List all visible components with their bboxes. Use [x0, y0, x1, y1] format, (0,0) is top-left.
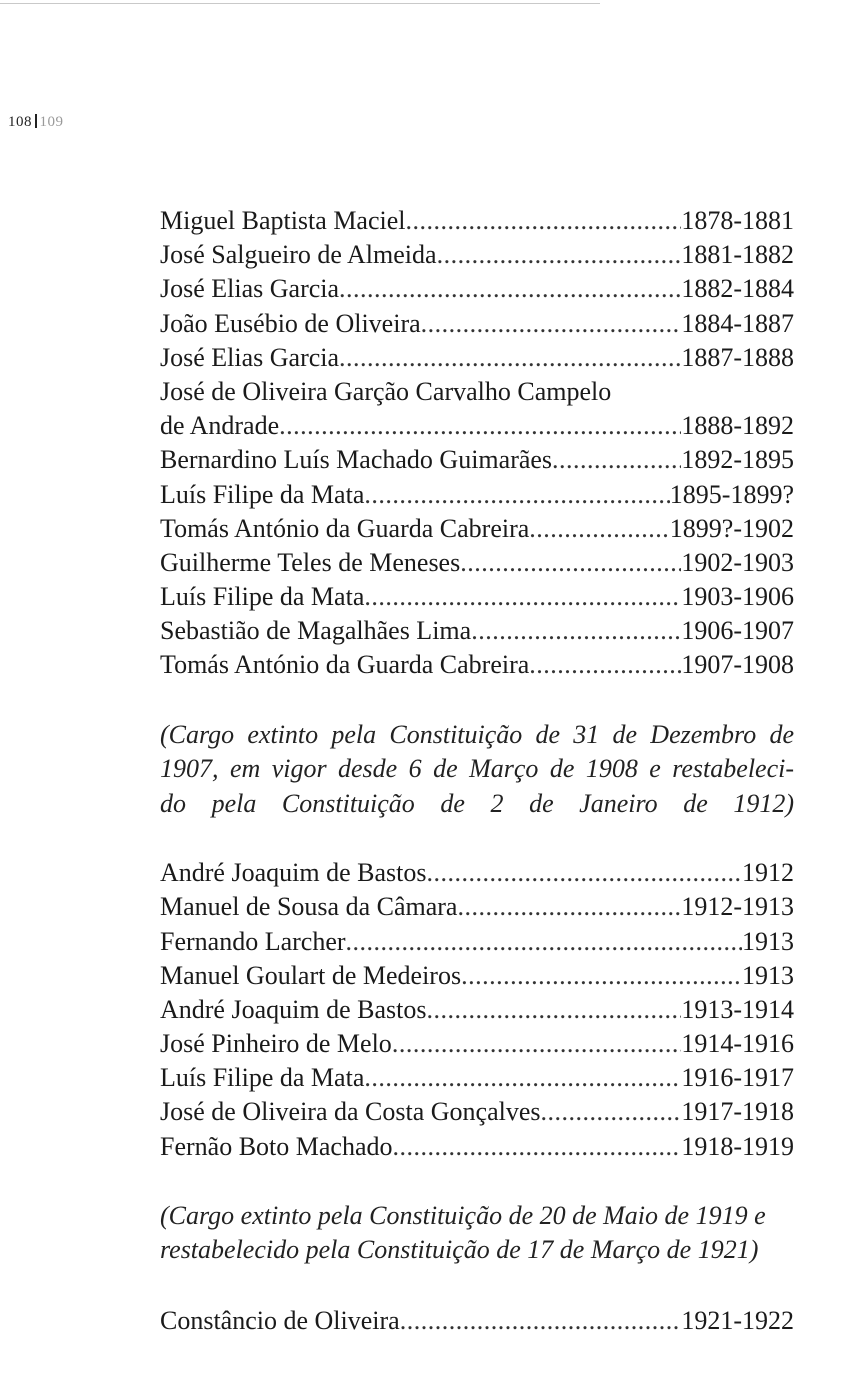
- page-number-next: 109: [39, 114, 64, 130]
- holder-years: 1912-1913: [681, 892, 794, 922]
- holder-name: Manuel de Sousa da Câmara: [160, 892, 458, 922]
- holder-years: 1917-1918: [681, 1097, 794, 1127]
- note-line: do pela Constituição de 2 de Janeiro de 1912): [160, 788, 794, 818]
- dot-leader: [364, 478, 669, 512]
- dot-leader: [471, 614, 681, 648]
- page-number-separator: [35, 114, 37, 128]
- holder-name: Luís Filipe da Mata: [160, 479, 365, 509]
- holder-name: José de Oliveira da Costa Gonçalves: [160, 1097, 541, 1127]
- dot-leader: [457, 890, 681, 924]
- holder-years: 1906-1907: [681, 616, 794, 646]
- office-holders-list-3: [160, 1304, 794, 1338]
- holder-years: 1878-1881: [681, 206, 794, 235]
- office-holders-list-2: [160, 856, 794, 1164]
- dot-leader: [426, 856, 742, 890]
- office-holders-list-1: [160, 204, 794, 683]
- holder-years: 1914-1916: [681, 1029, 794, 1059]
- holder-years: 1912: [742, 858, 794, 888]
- dot-leader: [437, 238, 682, 272]
- holder-name: José de Oliveira Garção Carvalho Campelo: [160, 376, 612, 406]
- holder-years: 1902-1903: [681, 547, 794, 577]
- holder-years: 1913: [742, 926, 794, 956]
- dot-leader: [400, 1304, 682, 1338]
- holder-years: 1913: [742, 960, 794, 990]
- list-item: [160, 1027, 794, 1061]
- holder-name: Sebastião de Magalhães Lima: [160, 616, 472, 646]
- list-item: [160, 375, 794, 409]
- holder-years: 1918-1919: [681, 1131, 794, 1161]
- holder-name: de Andrade: [160, 411, 280, 441]
- list-item: [160, 478, 794, 512]
- holder-name: José Pinheiro de Melo: [160, 1029, 392, 1059]
- list-item: [160, 341, 794, 375]
- holder-name: Miguel Baptista Maciel: [160, 206, 406, 235]
- holder-name: Constâncio de Oliveira: [160, 1305, 400, 1335]
- section-spacer: [160, 1164, 794, 1199]
- note-line: restabelecido pela Constituição de 17 de Março de 1921): [160, 1235, 759, 1265]
- dot-leader: [279, 409, 681, 443]
- top-rule: [0, 3, 600, 4]
- list-item: [160, 1130, 794, 1164]
- list-item: [160, 1304, 794, 1338]
- holder-name: André Joaquim de Bastos: [160, 858, 427, 888]
- list-item: [160, 204, 794, 238]
- editorial-note-1: [160, 718, 794, 822]
- list-item: [160, 512, 794, 546]
- holder-years: 1888-1892: [681, 411, 794, 441]
- holder-name: André Joaquim de Bastos: [160, 994, 427, 1024]
- dot-leader: [392, 1027, 682, 1061]
- dot-leader: [339, 272, 681, 306]
- list-item: [160, 546, 794, 580]
- holder-years: 1907-1908: [681, 650, 794, 680]
- dot-leader: [364, 1061, 681, 1095]
- holder-name: Luís Filipe da Mata: [160, 1063, 365, 1093]
- holder-name: José Elias Garcia: [160, 274, 340, 304]
- note-line: (Cargo extinto pela Constituição de 31 de Dezembro de: [160, 719, 794, 749]
- dot-leader: [541, 1095, 682, 1129]
- list-item: [160, 1095, 794, 1129]
- holder-name: Fernando Larcher: [160, 926, 346, 956]
- holder-years: 1916-1917: [681, 1063, 794, 1093]
- holder-years: 1899?-1902: [669, 513, 794, 543]
- holder-years: 1921-1922: [681, 1305, 794, 1335]
- holder-name: Manuel Goulart de Medeiros: [160, 960, 462, 990]
- holder-years: 1895-1899?: [669, 479, 794, 509]
- section-spacer: [160, 1268, 794, 1304]
- holder-name: João Eusébio de Oliveira: [160, 308, 421, 338]
- dot-leader: [421, 307, 682, 341]
- holder-name: Guilherme Teles de Meneses: [160, 547, 461, 577]
- dot-leader: [346, 925, 742, 959]
- list-item: [160, 272, 794, 306]
- holder-name: Luís Filipe da Mata: [160, 582, 365, 612]
- holder-name: Bernardino Luís Machado Guimarães: [160, 445, 553, 475]
- editorial-note-2: [160, 1199, 794, 1268]
- page-number-current: 108: [8, 114, 32, 130]
- holder-years: 1881-1882: [681, 240, 794, 270]
- list-item: [160, 959, 794, 993]
- dot-leader: [364, 580, 681, 614]
- section-spacer: [160, 683, 794, 718]
- holder-years: 1884-1887: [681, 308, 794, 338]
- list-item: [160, 238, 794, 272]
- list-item: [160, 648, 794, 682]
- list-item: [160, 409, 794, 443]
- holder-years: 1892-1895: [681, 445, 794, 475]
- holder-name: Tomás António da Guarda Cabreira: [160, 650, 530, 680]
- section-spacer: [160, 821, 794, 856]
- holder-name: José Salgueiro de Almeida: [160, 240, 437, 270]
- dot-leader: [552, 443, 681, 477]
- list-item: [160, 443, 794, 477]
- holder-years: 1887-1888: [681, 342, 794, 372]
- page-numbers: [8, 114, 64, 131]
- dot-leader: [406, 204, 682, 238]
- list-item: [160, 993, 794, 1027]
- list-item: [160, 925, 794, 959]
- holder-name: José Elias Garcia: [160, 342, 340, 372]
- dot-leader: [461, 959, 742, 993]
- dot-leader: [393, 1130, 682, 1164]
- list-item: [160, 614, 794, 648]
- note-line: 1907, em vigor desde 6 de Março de 1908 e restabeleci-: [160, 754, 794, 784]
- holder-name: Tomás António da Guarda Cabreira: [160, 513, 530, 543]
- dot-leader: [426, 993, 681, 1027]
- list-item: [160, 580, 794, 614]
- holder-years: 1903-1906: [681, 582, 794, 612]
- holder-name: Fernão Boto Machado: [160, 1131, 393, 1161]
- note-line: (Cargo extinto pela Constituição de 20 de Maio de 1919 e: [160, 1200, 766, 1230]
- list-item: [160, 856, 794, 890]
- list-item: [160, 307, 794, 341]
- list-item: [160, 1061, 794, 1095]
- dot-leader: [460, 546, 681, 580]
- dot-leader: [339, 341, 681, 375]
- content: [160, 204, 794, 1338]
- dot-leader: [529, 512, 670, 546]
- holder-years: 1882-1884: [681, 274, 794, 304]
- list-item: [160, 890, 794, 924]
- dot-leader: [529, 648, 681, 682]
- holder-years: 1913-1914: [681, 994, 794, 1024]
